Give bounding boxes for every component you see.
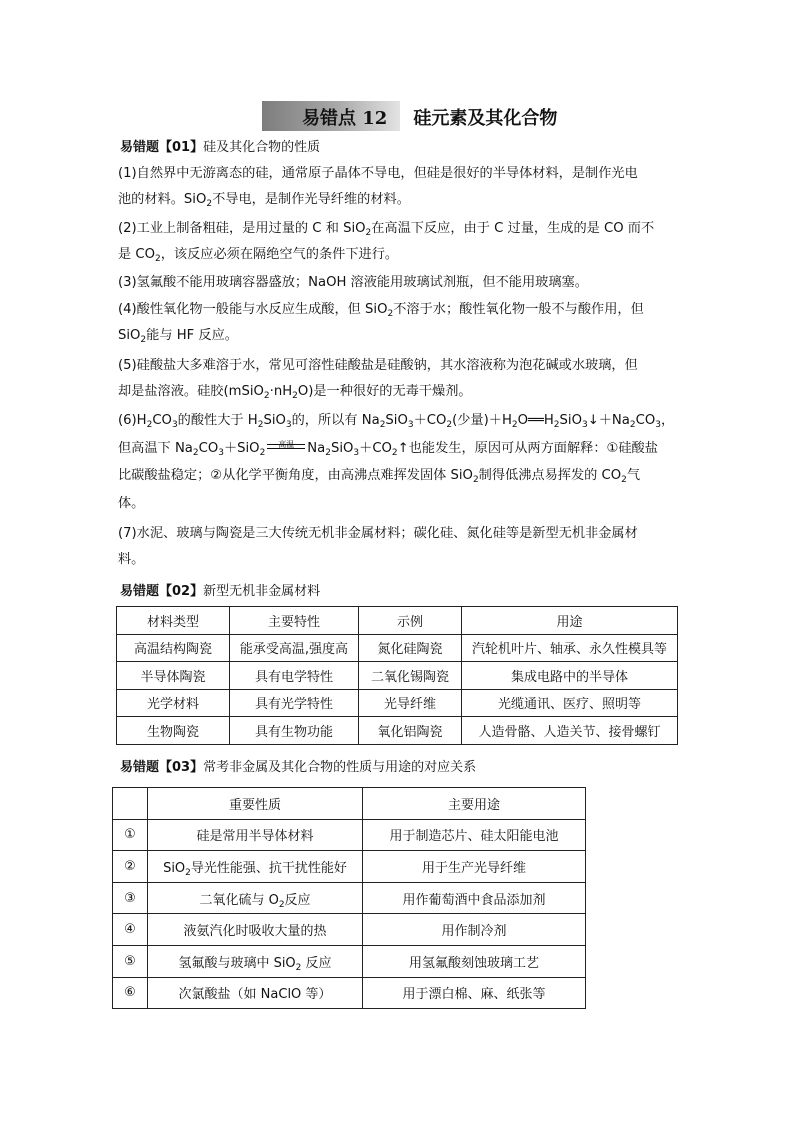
table-cell: 氧化铝陶瓷 — [359, 717, 462, 745]
table-row — [113, 851, 586, 883]
use-cell: 用于生产光导纤维 — [363, 851, 586, 883]
section1-paragraph-7: (7)水泥、玻璃与陶瓷是三大传统无机非金属材料；碳化硅、氮化硅等是新型无机非金属材 料。 — [118, 526, 638, 567]
table-cell: 半导体陶瓷 — [117, 662, 230, 690]
use-cell: 用于制造芯片、硅太阳能电池 — [363, 819, 586, 851]
section3-heading — [120, 756, 476, 775]
materials-table — [116, 606, 678, 745]
section1-number: 易错题【01】 — [120, 140, 204, 155]
table-cell: 光学材料 — [117, 689, 230, 717]
reaction-condition-label: 高温 — [278, 439, 295, 449]
use-cell: 用作葡萄酒中食品添加剂 — [363, 882, 586, 914]
properties-uses-table — [112, 787, 586, 1009]
equation-line-2: 但高温下 $Na_2CO_3+SiO_2$ 高温 $Na_2SiO_3+CO_2↑$也能发生，原因可从两方面解释：①硅酸盐 — [118, 435, 680, 463]
table-header-cell: 主要用途 — [363, 788, 586, 820]
table-row — [117, 662, 678, 690]
section2-heading-text: 新型无机非金属材料 — [203, 584, 321, 599]
use-cell: 用于漂白棉、麻、纸张等 — [363, 977, 586, 1009]
table-cell: 氮化硅陶瓷 — [359, 634, 462, 662]
property-cell: 氢氟酸与玻璃中 SiO$_2$ 反应 — [148, 945, 363, 977]
table-row — [113, 945, 586, 977]
table-cell: 具有光学特性 — [230, 689, 359, 717]
table-row — [113, 914, 586, 946]
table-cell: 二氧化锡陶瓷 — [359, 662, 462, 690]
title-prefix: 易错点 12 — [302, 108, 388, 129]
table-row — [113, 819, 586, 851]
table-header-cell: 材料类型 — [117, 607, 230, 635]
property-cell: 次氯酸盐（如 NaClO 等） — [148, 977, 363, 1009]
table-cell: 人造骨骼、人造关节、接骨螺钉 — [462, 717, 678, 745]
table-row — [117, 717, 678, 745]
section3-heading-text: 常考非金属及其化合物的性质与用途的对应关系 — [203, 760, 477, 775]
table-row — [113, 977, 586, 1009]
section2-number: 易错题【02】 — [120, 584, 204, 599]
table-cell: 汽轮机叶片、轴承、永久性模具等 — [462, 634, 678, 662]
property-cell: SiO$_2$导光性能强、抗干扰性能好 — [148, 851, 363, 883]
section3-number: 易错题【03】 — [120, 760, 204, 775]
property-cell: 液氨汽化时吸收大量的热 — [148, 914, 363, 946]
table-header-cell: 重要性质 — [148, 788, 363, 820]
reaction-condition-arrow — [265, 438, 307, 452]
equation-line-1: $(6)H_2CO_3$的酸性大于 $H_2SiO_3$的，所以有 $Na_2SiO_3+CO_2$(少量)$+H_2O══H_2SiO_3↓+Na_2CO_3$， — [118, 413, 675, 430]
table-header-row — [117, 607, 678, 635]
use-cell: 用作制冷剂 — [363, 914, 586, 946]
section2-heading — [120, 580, 320, 599]
property-cell: 硅是常用半导体材料 — [148, 819, 363, 851]
table-row — [113, 882, 586, 914]
section1-paragraph-6: $(6)H_2CO_3$的酸性大于 $H_2SiO_3$的，所以有 $Na_2SiO_3+CO_2$(少量)$+H_2O══H_2SiO_3↓+Na_2CO_3$， 但高温下 $Na_2CO_3+SiO_2$ 高温 $Na_2SiO_3+CO_2↑$也能发生，原因可从两方面解释：①硅酸盐 比碳酸盐稳定；②从化学平衡角度，由高沸点难挥发固体 SiO$_2$制得低沸点易挥发的 $CO_2$气 体。 — [118, 407, 680, 517]
table-header-cell: 主要特性 — [230, 607, 359, 635]
row-number: ⑤ — [113, 945, 148, 977]
row-number: ④ — [113, 914, 148, 946]
section1-heading-text: 硅及其化合物的性质 — [203, 140, 321, 155]
row-number: ③ — [113, 882, 148, 914]
title-topic: 硅元素及其化合物 — [413, 108, 558, 129]
table-cell: 光缆通讯、医疗、照明等 — [462, 689, 678, 717]
table-cell: 生物陶瓷 — [117, 717, 230, 745]
table-row — [117, 634, 678, 662]
row-number: ⑥ — [113, 977, 148, 1009]
table-cell: 具有电学特性 — [230, 662, 359, 690]
table-header-row — [113, 788, 586, 820]
section1-paragraph-5: (5)硅酸盐大多难溶于水，常见可溶性硅酸盐是硅酸钠，其水溶液称为泡花碱或水玻璃，但 却是盐溶液。硅胶$(mSiO_2\cdot nH_2O)$是一种很好的无毒干燥剂。 — [118, 358, 638, 401]
section1-paragraph-1: (1)自然界中无游离态的硅，通常原子晶体不导电，但硅是很好的半导体材料，是制作光电 池的材料。SiO$_2$不导电，是制作光导纤维的材料。 — [118, 166, 638, 209]
section1-paragraph-2: (2)工业上制备粗硅，是用过量的 C 和 SiO$_2$在高温下反应，由于 C 过量，生成的是 CO 而不 是 $CO_2$，该反应必须在隔绝空气的条件下进行。 — [118, 221, 655, 264]
table-header-cell — [113, 788, 148, 820]
section1-paragraph-4: (4)酸性氧化物一般能与水反应生成酸，但 SiO$_2$不溶于水；酸性氧化物一般不与酸作用，但 SiO$_2$能与 HF 反应。 — [118, 302, 644, 345]
row-number: ② — [113, 851, 148, 883]
table-row — [117, 689, 678, 717]
table-cell: 集成电路中的半导体 — [462, 662, 678, 690]
table-cell: 高温结构陶瓷 — [117, 634, 230, 662]
row-number: ① — [113, 819, 148, 851]
table-cell: 能承受高温,强度高 — [230, 634, 359, 662]
use-cell: 用氢氟酸刻蚀玻璃工艺 — [363, 945, 586, 977]
section1-heading — [120, 136, 320, 155]
table-cell: 光导纤维 — [359, 689, 462, 717]
document-title — [262, 101, 578, 131]
table-header-cell: 示例 — [359, 607, 462, 635]
table-header-cell: 用途 — [462, 607, 678, 635]
property-cell: 二氧化硫与 $O_2$反应 — [148, 882, 363, 914]
section1-paragraph-3: (3)氢氟酸不能用玻璃容器盛放；NaOH 溶液能用玻璃试剂瓶，但不能用玻璃塞。 — [118, 275, 588, 290]
table-cell: 具有生物功能 — [230, 717, 359, 745]
